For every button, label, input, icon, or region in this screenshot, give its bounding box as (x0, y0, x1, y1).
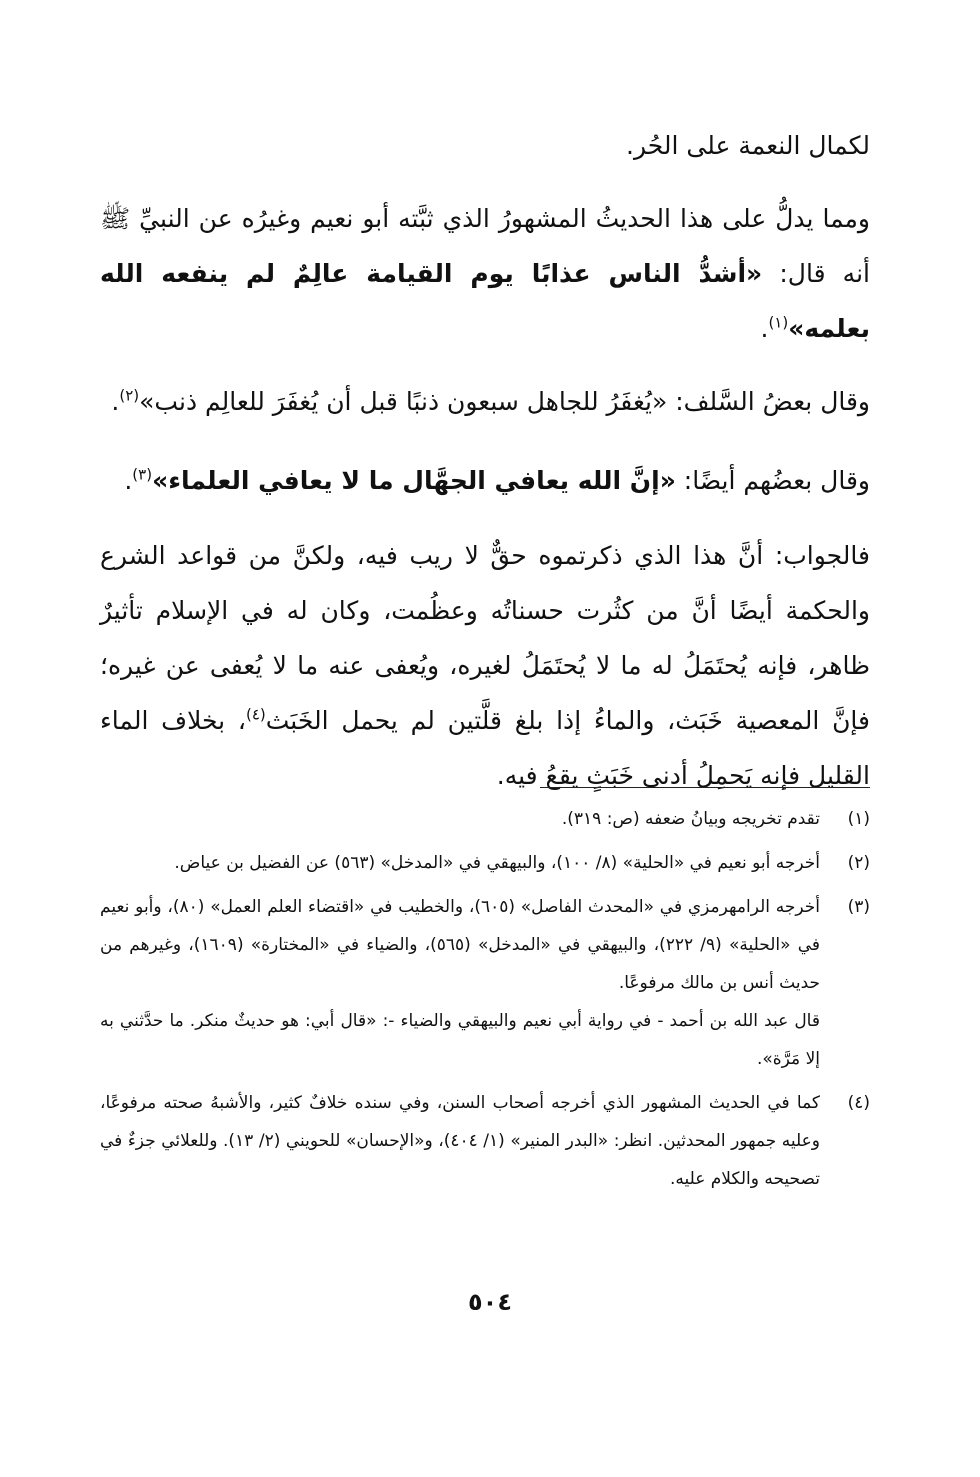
footnote-body: كما في الحديث المشهور الذي أخرجه أصحاب السنن، وفي سنده خلافٌ كثير، والأشبهُ صحته مرفوعًا، وعليه جمهور المحدثين. انظر: «البدر المنير» (١/ ٤٠٤)، و«الإحسان» للحويني (٢/ ١٣). وللعلائي جزءٌ في تصحيحه والكلام عليه. (100, 1093, 820, 1189)
paragraph-3-end: . (111, 387, 120, 416)
footnote-separator (540, 787, 870, 788)
footnote-ref-3[interactable]: (٣) (132, 465, 153, 484)
footnote-2 (100, 844, 870, 882)
paragraph-3-text: وقال بعضُ السَّلف: «يُغفَرُ للجاهل سبعون ذنبًا قبل أن يُغفَرَ للعالِم ذنب» (139, 387, 870, 416)
footnote-ref-1[interactable]: (١) (768, 313, 789, 332)
paragraph-4-end: . (124, 466, 133, 495)
paragraph-5-text-a: فالجواب: أنَّ هذا الذي ذكرتموه حقٌّ لا ريب فيه، ولكنَّ من قواعد الشرع والحكمة أيضًا أنَّ من كثُرت حسناتُه وعظُمت، وكان له في الإسلام تأثيرٌ ظاهر، فإنه يُحتَمَلُ له ما لا يُحتَمَلُ لغيره، ويُعفى عنه ما لا يُعفى عن غيره؛ فإنَّ المعصية خَبَث، والماءُ إذا بلغ قلَّتين لم يحمل الخَبَث (100, 541, 870, 735)
paragraph-3 (100, 374, 870, 429)
footnote-body: أخرجه أبو نعيم في «الحلية» (٨/ ١٠٠)، والبيهقي في «المدخل» (٥٦٣) عن الفضيل بن عياض. (174, 853, 820, 873)
paragraph-5 (100, 528, 870, 803)
footnote-1 (100, 800, 870, 838)
footnote-ref-2[interactable]: (٢) (119, 386, 140, 405)
footnote-text (100, 800, 820, 838)
paragraph-5-text-b: ، بخلاف الماء القليل فإنه يَحمِلُ أدنى خَبَثٍ يقعُ فيه. (100, 706, 870, 790)
paragraph-2-end: . (760, 314, 769, 343)
paragraph-4-intro: وقال بعضُهم أيضًا: (675, 466, 870, 495)
paragraph-1-text: لكمال النعمة على الحُر. (626, 131, 870, 160)
footnote-text (100, 888, 820, 1078)
hadith-quote: «أشدُّ الناس عذابًا يوم القيامة عالِمٌ لم ينفعه الله بعلمه» (100, 259, 870, 343)
footnote-ref-4[interactable]: (٤) (245, 705, 266, 724)
footnote-number: (٣) (847, 897, 870, 917)
footnotes (100, 800, 870, 1204)
footnote-number: (٢) (847, 853, 870, 873)
footnote-number: (١) (847, 809, 870, 829)
footnote-body: أخرجه الرامهرمزي في «المحدث الفاصل» (٦٠٥)، والخطيب في «اقتضاء العلم العمل» (٨٠)، وأبو نعيم في «الحلية» (٩/ ٢٢٢)، والبيهقي في «المدخل» (٥٦٥)، والضياء في «المختارة» (١٦٠٩)، وغيرهم من حديث أنس بن مالك مرفوعًا. (100, 897, 820, 993)
page-number: ٥٠٤ (468, 1288, 512, 1316)
footnote-note: قال عبد الله بن أحمد - في رواية أبي نعيم والبيهقي والضياء -: «قال أبي: هو حديثٌ منكر. ما حدَّثني به إلا مَرَّة». (100, 1011, 820, 1069)
footnote-3 (100, 888, 870, 1078)
footnote-body: تقدم تخريجه وبيانُ ضعفه (ص: ٣١٩). (561, 809, 820, 829)
main-text (100, 118, 870, 803)
paragraph-2-intro: ومما يدلُّ على هذا الحديثُ المشهورُ الذي ثبَّته أبو نعيم وغيرُه عن النبيِّ ﷺ أنه قال: (100, 204, 870, 288)
paragraph-1 (100, 118, 870, 173)
footnote-text (100, 1084, 820, 1198)
footnote-number: (٤) (847, 1093, 870, 1113)
saying-quote: «إنَّ الله يعافي الجهَّال ما لا يعافي العلماء» (152, 466, 676, 495)
footnote-text (100, 844, 820, 882)
paragraph-2 (100, 191, 870, 356)
footnote-4 (100, 1084, 870, 1198)
paragraph-4 (100, 453, 870, 508)
